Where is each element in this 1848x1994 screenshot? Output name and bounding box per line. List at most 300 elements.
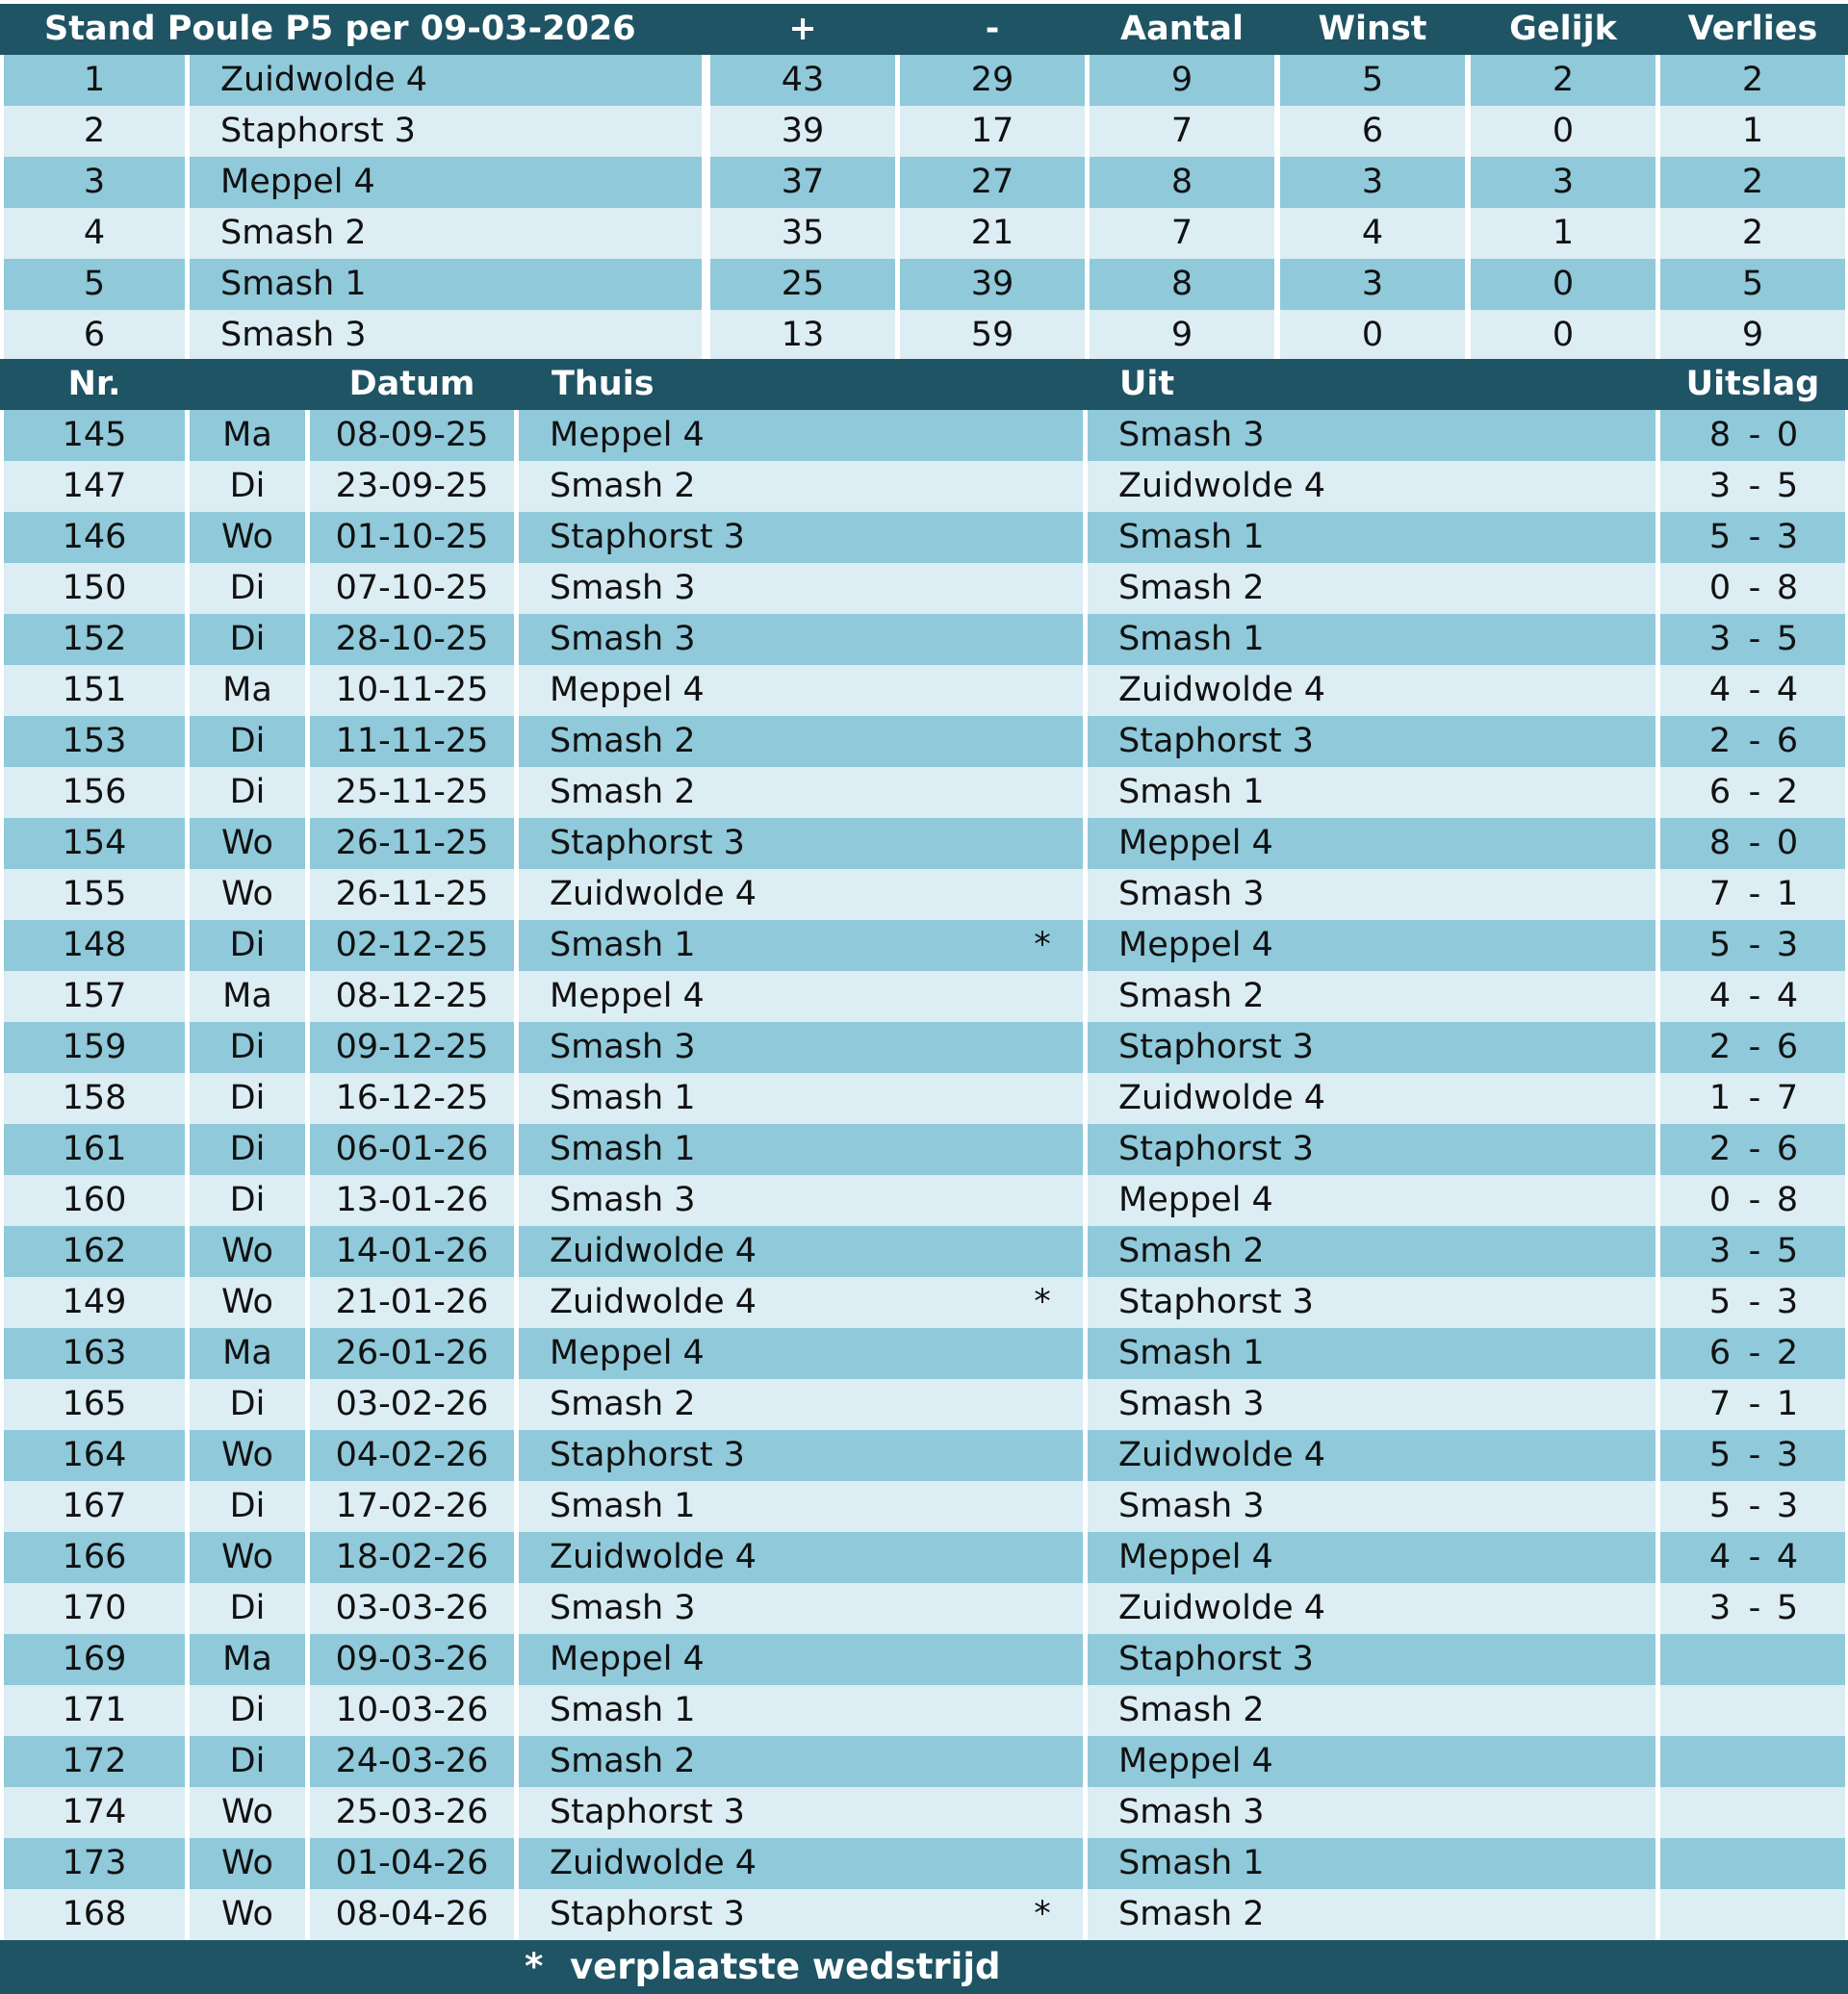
match-date: 09-03-26 — [310, 1634, 514, 1685]
header-verlies: Verlies — [1687, 10, 1818, 48]
result-home: 3 — [1708, 1589, 1732, 1627]
moved-marker — [1028, 818, 1057, 869]
match-away: Smash 1 — [1088, 1328, 1656, 1379]
standings-team: Smash 3 — [190, 310, 702, 361]
match-result — [1660, 563, 1845, 614]
moved-marker — [1028, 1838, 1057, 1889]
match-day: Di — [190, 1022, 305, 1073]
match-row — [0, 1073, 1848, 1124]
match-date: 10-03-26 — [310, 1685, 514, 1736]
match-date: 04-02-26 — [310, 1430, 514, 1481]
match-home-cell — [519, 1022, 1083, 1073]
match-result — [1660, 1430, 1845, 1481]
match-nr: 155 — [4, 869, 185, 920]
result-away: 4 — [1776, 1538, 1799, 1576]
match-nr: 168 — [4, 1889, 185, 1940]
match-day: Di — [190, 716, 305, 767]
moved-marker — [1028, 1736, 1057, 1787]
match-date: 01-10-25 — [310, 512, 514, 563]
match-home: Smash 3 — [550, 569, 696, 607]
match-date: 28-10-25 — [310, 614, 514, 665]
result-home: 2 — [1708, 1130, 1732, 1168]
match-home: Staphorst 3 — [550, 1895, 745, 1933]
standings-team: Staphorst 3 — [190, 106, 702, 157]
result-separator: - — [1748, 722, 1761, 760]
result-separator — [1740, 1787, 1769, 1838]
moved-marker — [1028, 1634, 1057, 1685]
match-row — [0, 1787, 1848, 1838]
result-home: 4 — [1708, 671, 1732, 709]
result-away: 3 — [1776, 1487, 1799, 1525]
match-row — [0, 410, 1848, 461]
result-home: 8 — [1708, 824, 1732, 862]
match-away: Staphorst 3 — [1088, 1022, 1656, 1073]
result-away — [1773, 1685, 1802, 1736]
match-day: Di — [190, 1124, 305, 1175]
match-home: Staphorst 3 — [550, 824, 745, 862]
result-home: 5 — [1708, 1436, 1732, 1474]
match-home-cell — [519, 614, 1083, 665]
match-result — [1660, 512, 1845, 563]
match-home: Meppel 4 — [550, 977, 705, 1015]
result-home: 5 — [1708, 1283, 1732, 1321]
match-home-cell — [519, 665, 1083, 716]
standings-row — [0, 157, 1848, 208]
header-gelijk: Gelijk — [1509, 10, 1617, 48]
match-date: 07-10-25 — [310, 563, 514, 614]
match-day: Ma — [190, 665, 305, 716]
match-date: 06-01-26 — [310, 1124, 514, 1175]
moved-marker — [1028, 869, 1057, 920]
result-separator: - — [1748, 875, 1761, 913]
match-away: Smash 3 — [1088, 869, 1656, 920]
match-result — [1660, 1175, 1845, 1226]
header-uit: Uit — [1119, 365, 1175, 403]
match-row — [0, 971, 1848, 1022]
match-day: Di — [190, 1073, 305, 1124]
match-away: Zuidwolde 4 — [1088, 1430, 1656, 1481]
standings-minus: 17 — [900, 106, 1085, 157]
match-home-cell — [519, 1277, 1083, 1328]
match-row — [0, 1481, 1848, 1532]
standings-title: Stand Poule P5 per 09-03-2026 — [44, 10, 636, 48]
match-home: Smash 1 — [550, 926, 696, 964]
header-uitslag: Uitslag — [1685, 365, 1820, 403]
result-away: 2 — [1776, 1334, 1799, 1372]
standings-pos: 4 — [4, 208, 185, 259]
standings-plus: 35 — [710, 208, 895, 259]
match-home: Staphorst 3 — [550, 518, 745, 556]
matches-header-row — [0, 359, 1848, 410]
match-away: Smash 2 — [1088, 971, 1656, 1022]
match-away: Smash 1 — [1088, 614, 1656, 665]
match-result — [1660, 971, 1845, 1022]
standings-aantal: 7 — [1090, 106, 1274, 157]
match-result — [1660, 1532, 1845, 1583]
match-date: 13-01-26 — [310, 1175, 514, 1226]
result-away: 5 — [1776, 1589, 1799, 1627]
match-result — [1660, 410, 1845, 461]
match-row — [0, 1328, 1848, 1379]
match-row — [0, 512, 1848, 563]
result-home: 7 — [1708, 875, 1732, 913]
match-home: Zuidwolde 4 — [550, 1232, 757, 1270]
match-away: Smash 2 — [1088, 1226, 1656, 1277]
match-date: 16-12-25 — [310, 1073, 514, 1124]
match-home: Smash 1 — [550, 1691, 696, 1729]
match-date: 26-11-25 — [310, 818, 514, 869]
moved-marker — [1028, 1175, 1057, 1226]
match-nr: 166 — [4, 1532, 185, 1583]
match-away: Zuidwolde 4 — [1088, 1583, 1656, 1634]
match-home-cell — [519, 920, 1083, 971]
result-separator: - — [1748, 671, 1761, 709]
result-separator: - — [1748, 1181, 1761, 1219]
match-home: Smash 2 — [550, 467, 696, 505]
result-away: 6 — [1776, 1028, 1799, 1066]
match-nr: 150 — [4, 563, 185, 614]
result-separator: - — [1748, 1334, 1761, 1372]
result-away: 2 — [1776, 773, 1799, 811]
match-date: 21-01-26 — [310, 1277, 514, 1328]
match-date: 14-01-26 — [310, 1226, 514, 1277]
match-day: Wo — [190, 1277, 305, 1328]
match-result — [1660, 1634, 1845, 1685]
match-day: Di — [190, 1379, 305, 1430]
match-date: 08-12-25 — [310, 971, 514, 1022]
match-result — [1660, 1787, 1845, 1838]
result-separator: - — [1748, 518, 1761, 556]
match-away: Meppel 4 — [1088, 920, 1656, 971]
match-away: Smash 1 — [1088, 512, 1656, 563]
match-nr: 169 — [4, 1634, 185, 1685]
match-day: Wo — [190, 1838, 305, 1889]
match-home-cell — [519, 1634, 1083, 1685]
result-separator: - — [1748, 1283, 1761, 1321]
result-home — [1706, 1736, 1734, 1787]
moved-marker: * — [1034, 1895, 1051, 1933]
match-result — [1660, 869, 1845, 920]
match-nr: 172 — [4, 1736, 185, 1787]
match-date: 25-11-25 — [310, 767, 514, 818]
match-row — [0, 461, 1848, 512]
match-home-cell — [519, 971, 1083, 1022]
match-result — [1660, 767, 1845, 818]
match-day: Ma — [190, 1634, 305, 1685]
match-home-cell — [519, 1124, 1083, 1175]
match-result — [1660, 920, 1845, 971]
result-home: 6 — [1708, 1334, 1732, 1372]
match-date: 17-02-26 — [310, 1481, 514, 1532]
moved-marker — [1028, 563, 1057, 614]
match-date: 23-09-25 — [310, 461, 514, 512]
moved-marker — [1028, 971, 1057, 1022]
result-home: 5 — [1708, 1487, 1732, 1525]
standings-row — [0, 259, 1848, 310]
match-nr: 167 — [4, 1481, 185, 1532]
match-home-cell — [519, 1583, 1083, 1634]
standings-minus: 39 — [900, 259, 1085, 310]
match-row — [0, 563, 1848, 614]
moved-marker — [1028, 1073, 1057, 1124]
match-day: Ma — [190, 971, 305, 1022]
moved-marker — [1028, 1379, 1057, 1430]
match-nr: 153 — [4, 716, 185, 767]
match-date: 26-11-25 — [310, 869, 514, 920]
match-home: Smash 3 — [550, 1181, 696, 1219]
match-row — [0, 767, 1848, 818]
result-home — [1706, 1787, 1734, 1838]
result-home — [1706, 1685, 1734, 1736]
match-away: Meppel 4 — [1088, 818, 1656, 869]
match-result — [1660, 665, 1845, 716]
standings-gelijk: 0 — [1471, 106, 1656, 157]
match-home-cell — [519, 1481, 1083, 1532]
moved-marker — [1028, 1532, 1057, 1583]
match-day: Wo — [190, 1787, 305, 1838]
match-home-cell — [519, 512, 1083, 563]
standings-gelijk: 1 — [1471, 208, 1656, 259]
match-date: 25-03-26 — [310, 1787, 514, 1838]
result-separator: - — [1748, 1079, 1761, 1117]
match-home-cell — [519, 1532, 1083, 1583]
match-day: Di — [190, 614, 305, 665]
result-separator: - — [1748, 1487, 1761, 1525]
match-day: Di — [190, 461, 305, 512]
match-day: Wo — [190, 1226, 305, 1277]
match-home: Smash 2 — [550, 722, 696, 760]
standings-plus: 37 — [710, 157, 895, 208]
result-away: 4 — [1776, 671, 1799, 709]
match-row — [0, 1889, 1848, 1940]
match-day: Wo — [190, 869, 305, 920]
match-away: Meppel 4 — [1088, 1532, 1656, 1583]
match-home-cell — [519, 1736, 1083, 1787]
standings-aantal: 7 — [1090, 208, 1274, 259]
match-day: Wo — [190, 1889, 305, 1940]
match-away: Smash 3 — [1088, 1787, 1656, 1838]
standings-plus: 25 — [710, 259, 895, 310]
match-home-cell — [519, 461, 1083, 512]
moved-marker — [1028, 1583, 1057, 1634]
result-home: 4 — [1708, 1538, 1732, 1576]
match-away: Smash 2 — [1088, 1889, 1656, 1940]
match-nr: 160 — [4, 1175, 185, 1226]
moved-marker: * — [1034, 1283, 1051, 1321]
match-row — [0, 1634, 1848, 1685]
match-day: Di — [190, 563, 305, 614]
match-row — [0, 1175, 1848, 1226]
match-result — [1660, 461, 1845, 512]
match-day: Di — [190, 1175, 305, 1226]
match-row — [0, 1583, 1848, 1634]
match-nr: 165 — [4, 1379, 185, 1430]
match-home-cell — [519, 1685, 1083, 1736]
match-home: Staphorst 3 — [550, 1793, 745, 1831]
result-separator: - — [1748, 620, 1761, 658]
result-home: 4 — [1708, 977, 1732, 1015]
match-home: Zuidwolde 4 — [550, 875, 757, 913]
result-home: 3 — [1708, 620, 1732, 658]
moved-marker — [1028, 1226, 1057, 1277]
match-nr: 173 — [4, 1838, 185, 1889]
match-away: Meppel 4 — [1088, 1736, 1656, 1787]
standings-winst: 3 — [1280, 259, 1465, 310]
match-row — [0, 665, 1848, 716]
match-row — [0, 1277, 1848, 1328]
match-nr: 163 — [4, 1328, 185, 1379]
footer-bar — [0, 1940, 1848, 1994]
result-separator: - — [1748, 1130, 1761, 1168]
moved-marker — [1028, 1685, 1057, 1736]
match-nr: 156 — [4, 767, 185, 818]
match-nr: 159 — [4, 1022, 185, 1073]
match-day: Ma — [190, 410, 305, 461]
match-away: Smash 3 — [1088, 410, 1656, 461]
match-date: 18-02-26 — [310, 1532, 514, 1583]
match-result — [1660, 1889, 1845, 1940]
moved-marker — [1028, 1328, 1057, 1379]
match-home-cell — [519, 1175, 1083, 1226]
match-home: Smash 3 — [550, 1589, 696, 1627]
result-separator: - — [1748, 824, 1761, 862]
match-home-cell — [519, 563, 1083, 614]
result-home: 5 — [1708, 926, 1732, 964]
moved-marker — [1028, 512, 1057, 563]
standings-verlies: 5 — [1660, 259, 1845, 310]
standings-plus: 13 — [710, 310, 895, 361]
match-home: Smash 2 — [550, 1742, 696, 1780]
match-home-cell — [519, 869, 1083, 920]
standings-winst: 4 — [1280, 208, 1465, 259]
standings-minus: 21 — [900, 208, 1085, 259]
match-home-cell — [519, 1328, 1083, 1379]
match-home-cell — [519, 1889, 1083, 1940]
standings-pos: 1 — [4, 55, 185, 106]
match-home-cell — [519, 1787, 1083, 1838]
result-separator — [1740, 1736, 1769, 1787]
match-away: Staphorst 3 — [1088, 1634, 1656, 1685]
result-away: 5 — [1776, 467, 1799, 505]
result-separator: - — [1748, 1538, 1761, 1576]
match-nr: 146 — [4, 512, 185, 563]
standings-plus: 43 — [710, 55, 895, 106]
match-day: Wo — [190, 512, 305, 563]
match-result — [1660, 716, 1845, 767]
match-away: Smash 1 — [1088, 1838, 1656, 1889]
match-home: Zuidwolde 4 — [550, 1283, 757, 1321]
result-separator — [1740, 1685, 1769, 1736]
match-date: 08-04-26 — [310, 1889, 514, 1940]
match-result — [1660, 1583, 1845, 1634]
moved-marker: * — [1034, 926, 1051, 964]
standings-aantal: 9 — [1090, 310, 1274, 361]
standings-pos: 5 — [4, 259, 185, 310]
match-row — [0, 920, 1848, 971]
match-nr: 161 — [4, 1124, 185, 1175]
match-home: Zuidwolde 4 — [550, 1538, 757, 1576]
standings-verlies: 2 — [1660, 157, 1845, 208]
result-away: 5 — [1776, 620, 1799, 658]
match-date: 09-12-25 — [310, 1022, 514, 1073]
standings-winst: 6 — [1280, 106, 1465, 157]
match-result — [1660, 1022, 1845, 1073]
match-row — [0, 818, 1848, 869]
match-day: Di — [190, 1481, 305, 1532]
result-away: 1 — [1776, 1385, 1799, 1423]
match-away: Zuidwolde 4 — [1088, 461, 1656, 512]
standings-winst: 3 — [1280, 157, 1465, 208]
match-result — [1660, 1838, 1845, 1889]
result-separator: - — [1748, 926, 1761, 964]
match-away: Smash 3 — [1088, 1379, 1656, 1430]
standings-minus: 59 — [900, 310, 1085, 361]
result-home: 8 — [1708, 416, 1732, 454]
footer-star: * — [525, 1946, 544, 1987]
match-row — [0, 1685, 1848, 1736]
header-aantal: Aantal — [1120, 10, 1244, 48]
standings-row — [0, 55, 1848, 106]
standings-row — [0, 208, 1848, 259]
moved-marker — [1028, 1787, 1057, 1838]
match-row — [0, 1226, 1848, 1277]
standings-winst: 5 — [1280, 55, 1465, 106]
result-away — [1773, 1889, 1802, 1940]
match-date: 03-02-26 — [310, 1379, 514, 1430]
match-result — [1660, 1685, 1845, 1736]
standings-verlies: 2 — [1660, 55, 1845, 106]
match-row — [0, 1532, 1848, 1583]
match-away: Smash 2 — [1088, 563, 1656, 614]
match-result — [1660, 614, 1845, 665]
result-away: 0 — [1776, 824, 1799, 862]
standings-header-row — [0, 4, 1848, 55]
match-nr: 147 — [4, 461, 185, 512]
match-day: Wo — [190, 1532, 305, 1583]
match-day: Di — [190, 1736, 305, 1787]
match-home: Smash 1 — [550, 1079, 696, 1117]
match-row — [0, 614, 1848, 665]
match-home-cell — [519, 716, 1083, 767]
match-home-cell — [519, 410, 1083, 461]
result-home — [1706, 1838, 1734, 1889]
result-away: 3 — [1776, 1436, 1799, 1474]
match-result — [1660, 1124, 1845, 1175]
result-away — [1773, 1634, 1802, 1685]
standings-pos: 2 — [4, 106, 185, 157]
result-away: 1 — [1776, 875, 1799, 913]
match-away: Staphorst 3 — [1088, 1124, 1656, 1175]
result-separator: - — [1748, 1232, 1761, 1270]
result-away: 6 — [1776, 1130, 1799, 1168]
match-home: Staphorst 3 — [550, 1436, 745, 1474]
result-separator — [1740, 1889, 1769, 1940]
match-date: 08-09-25 — [310, 410, 514, 461]
match-row — [0, 716, 1848, 767]
standings-aantal: 8 — [1090, 259, 1274, 310]
match-home: Meppel 4 — [550, 1334, 705, 1372]
match-away: Zuidwolde 4 — [1088, 1073, 1656, 1124]
result-away: 6 — [1776, 722, 1799, 760]
standings-row — [0, 310, 1848, 361]
match-result — [1660, 818, 1845, 869]
standings-team: Smash 1 — [190, 259, 702, 310]
result-away: 8 — [1776, 569, 1799, 607]
match-home-cell — [519, 818, 1083, 869]
match-date: 24-03-26 — [310, 1736, 514, 1787]
moved-marker — [1028, 1124, 1057, 1175]
result-away: 0 — [1776, 416, 1799, 454]
